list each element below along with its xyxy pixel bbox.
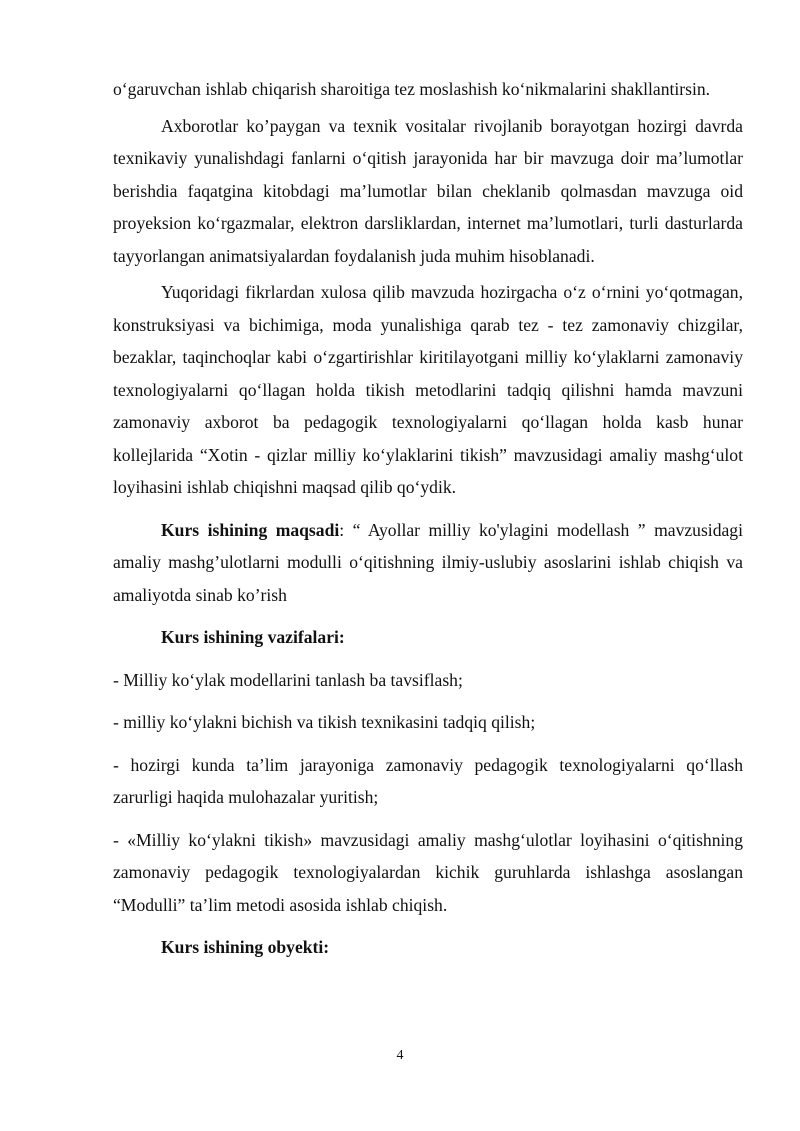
paragraph-course-goal [113, 514, 743, 612]
task-item-4: - «Milliy ko‘ylakni tikish» mavzusidagi amaliy mashg‘ulotlar loyihasini o‘qitishning zamonaviy pedagogik texnologiyalardan kichik guruhlarda ishlashga asoslangan “Modulli” ta’lim metodi asosida ishlab chiqish. [113, 829, 743, 915]
paragraph-conclusion: Yuqoridagi fikrlardan xulosa qilib mavzuda hozirgacha o‘z o‘rnini yo‘qotmagan, konstruksiyasi va bichimiga, moda yunalishiga qarab tez - tez zamonaviy chizgilar, bezaklar, taqinchoqlar kabi o‘zgartirishlar kiritilayotgani milliy ko‘ylaklarni zamonaviy texnologiyalarni qo‘llagan holda tikish metodlarini tadqiq qilishni hamda mavzuni zamonaviy axborot ba pedagogik texnologiyalarni qo‘llagan holda kasb hunar kollejlarida “Xotin - qizlar milliy ko‘ylaklarini tikish” mavzusidagi amaliy mashg‘ulot loyihasini ishlab chiqishni maqsad qilib qo‘ydik. [113, 282, 743, 497]
course-goal-text: : “ Ayollar milliy ko'ylagini modellash ” mavzusidagi amaliy mashg’ulotlarni modulli o‘qitishning ilmiy-uslubiy asoslarini ishlab chiqish va amaliyotda sinab ko’rish [113, 519, 743, 605]
paragraph-information-technologies: Axborotlar ko’paygan va texnik vositalar rivojlanib borayotgan hozirgi davrda texnikaviy yunalishdagi fanlarni o‘qitish jarayonida har bir mavzuga doir ma’lumotlar berishdia faqatgina kitobdagi ma’lumotlar bilan cheklanib qolmasdan mavzuga oid proyeksion ko‘rgazmalar, elektron darsliklardan, internet ma’lumotlari, turli dasturlarda tayyorlangan animatsiyalardan foydalanish juda muhim hisoblanadi. [113, 115, 743, 266]
object-heading: Kurs ishining obyekti: [161, 937, 330, 957]
page-number: 4 [396, 1048, 404, 1063]
page-content [113, 73, 743, 964]
task-item-1: - Milliy ko‘ylak modellarini tanlash ba tavsiflash; [113, 669, 463, 690]
paragraph-continuation: o‘garuvchan ishlab chiqarish sharoitiga tez moslashish ko‘nikmalarini shakllantirsin. [113, 79, 711, 99]
task-item-3: - hozirgi kunda ta’lim jarayoniga zamonaviy pedagogik texnologiyalarni qo‘llash zarurligi haqida mulohazalar yuritish; [113, 754, 743, 807]
course-goal-label: Kurs ishining maqsadi [161, 519, 340, 540]
task-item-2: - milliy ko‘ylakni bichish va tikish texnikasini tadqiq qilish; [113, 712, 536, 732]
tasks-heading: Kurs ishining vazifalari: [161, 627, 345, 647]
